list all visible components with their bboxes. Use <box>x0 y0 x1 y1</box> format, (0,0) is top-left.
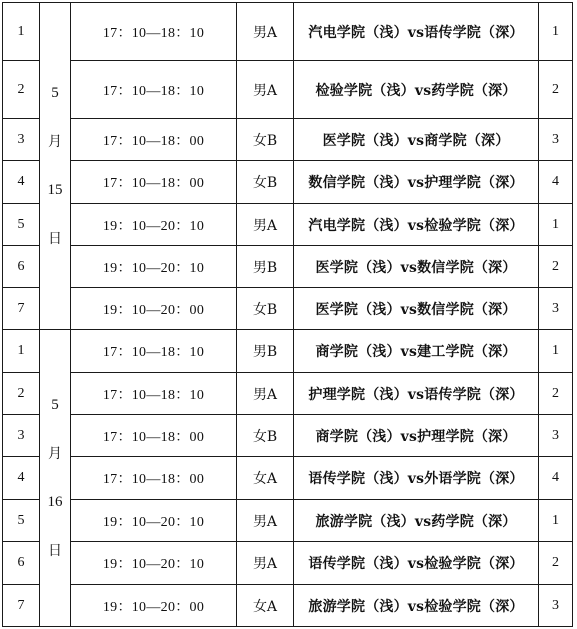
table-row <box>3 246 573 288</box>
court-number: 4 <box>539 161 573 204</box>
group-label: 女B <box>237 161 294 204</box>
match-teams: 商学院（浅）vs护理学院（深） <box>294 415 539 457</box>
row-number: 7 <box>3 288 40 330</box>
row-number: 3 <box>3 119 40 161</box>
time-slot: 17：10—18：00 <box>71 415 237 457</box>
table-row <box>3 373 573 415</box>
time-slot: 19：10—20：00 <box>71 585 237 627</box>
group-label: 女A <box>237 457 294 500</box>
table-row <box>3 500 573 542</box>
time-slot: 19：10—20：00 <box>71 288 237 330</box>
table-row <box>3 585 573 627</box>
court-number: 1 <box>539 500 573 542</box>
row-number: 5 <box>3 500 40 542</box>
row-number: 4 <box>3 161 40 204</box>
group-label: 男A <box>237 3 294 61</box>
court-number: 2 <box>539 542 573 585</box>
time-slot: 19：10—20：10 <box>71 500 237 542</box>
row-number: 6 <box>3 542 40 585</box>
row-number: 3 <box>3 415 40 457</box>
row-number: 6 <box>3 246 40 288</box>
date-char: 月 <box>48 446 62 462</box>
table-row <box>3 204 573 246</box>
date-char: 15 <box>47 182 63 198</box>
table-row <box>3 415 573 457</box>
table-row <box>3 161 573 204</box>
group-label: 女B <box>237 119 294 161</box>
court-number: 2 <box>539 373 573 415</box>
table-row <box>3 330 573 373</box>
date-char: 日 <box>48 543 62 559</box>
court-number: 2 <box>539 61 573 119</box>
match-schedule-table <box>2 2 573 627</box>
group-label: 男A <box>237 204 294 246</box>
row-number: 5 <box>3 204 40 246</box>
row-number: 2 <box>3 61 40 119</box>
group-label: 男B <box>237 330 294 373</box>
time-slot: 17：10—18：10 <box>71 3 237 61</box>
group-label: 男A <box>237 542 294 585</box>
time-slot: 19：10—20：10 <box>71 542 237 585</box>
row-number: 4 <box>3 457 40 500</box>
time-slot: 17：10—18：00 <box>71 457 237 500</box>
time-slot: 17：10—18：10 <box>71 373 237 415</box>
time-slot: 17：10—18：10 <box>71 61 237 119</box>
time-slot: 17：10—18：00 <box>71 119 237 161</box>
group-label: 男A <box>237 373 294 415</box>
date-char: 日 <box>48 231 62 247</box>
date-char: 月 <box>48 134 62 150</box>
match-teams: 医学院（浅）vs商学院（深） <box>294 119 539 161</box>
row-number: 7 <box>3 585 40 627</box>
match-teams: 医学院（浅）vs数信学院（深） <box>294 246 539 288</box>
court-number: 3 <box>539 585 573 627</box>
time-slot: 17：10—18：00 <box>71 161 237 204</box>
match-teams: 医学院（浅）vs数信学院（深） <box>294 288 539 330</box>
row-number: 1 <box>3 330 40 373</box>
match-teams: 语传学院（浅）vs外语学院（深） <box>294 457 539 500</box>
court-number: 3 <box>539 415 573 457</box>
match-teams: 语传学院（浅）vs检验学院（深） <box>294 542 539 585</box>
court-number: 4 <box>539 457 573 500</box>
table-row <box>3 61 573 119</box>
table-row <box>3 457 573 500</box>
row-number: 2 <box>3 373 40 415</box>
match-teams: 汽电学院（浅）vs语传学院（深） <box>294 3 539 61</box>
court-number: 2 <box>539 246 573 288</box>
time-slot: 19：10—20：10 <box>71 246 237 288</box>
match-teams: 汽电学院（浅）vs检验学院（深） <box>294 204 539 246</box>
date-cell <box>40 3 71 330</box>
group-label: 女B <box>237 288 294 330</box>
match-teams: 旅游学院（浅）vs药学院（深） <box>294 500 539 542</box>
table-row <box>3 288 573 330</box>
group-label: 女B <box>237 415 294 457</box>
match-teams: 检验学院（浅）vs药学院（深） <box>294 61 539 119</box>
court-number: 1 <box>539 330 573 373</box>
date-char: 16 <box>47 494 63 510</box>
group-label: 男A <box>237 500 294 542</box>
court-number: 1 <box>539 3 573 61</box>
court-number: 1 <box>539 204 573 246</box>
table-row <box>3 119 573 161</box>
row-number: 1 <box>3 3 40 61</box>
court-number: 3 <box>539 119 573 161</box>
schedule-body <box>3 3 573 627</box>
date-label <box>40 398 70 558</box>
date-cell <box>40 330 71 627</box>
group-label: 男A <box>237 61 294 119</box>
match-teams: 数信学院（浅）vs护理学院（深） <box>294 161 539 204</box>
date-char: 5 <box>51 397 59 413</box>
match-teams: 护理学院（浅）vs语传学院（深） <box>294 373 539 415</box>
group-label: 男B <box>237 246 294 288</box>
court-number: 3 <box>539 288 573 330</box>
table-row <box>3 542 573 585</box>
table-row <box>3 3 573 61</box>
group-label: 女A <box>237 585 294 627</box>
date-label <box>40 86 70 246</box>
match-teams: 商学院（浅）vs建工学院（深） <box>294 330 539 373</box>
time-slot: 19：10—20：10 <box>71 204 237 246</box>
date-char: 5 <box>51 85 59 101</box>
match-teams: 旅游学院（浅）vs检验学院（深） <box>294 585 539 627</box>
time-slot: 17：10—18：10 <box>71 330 237 373</box>
